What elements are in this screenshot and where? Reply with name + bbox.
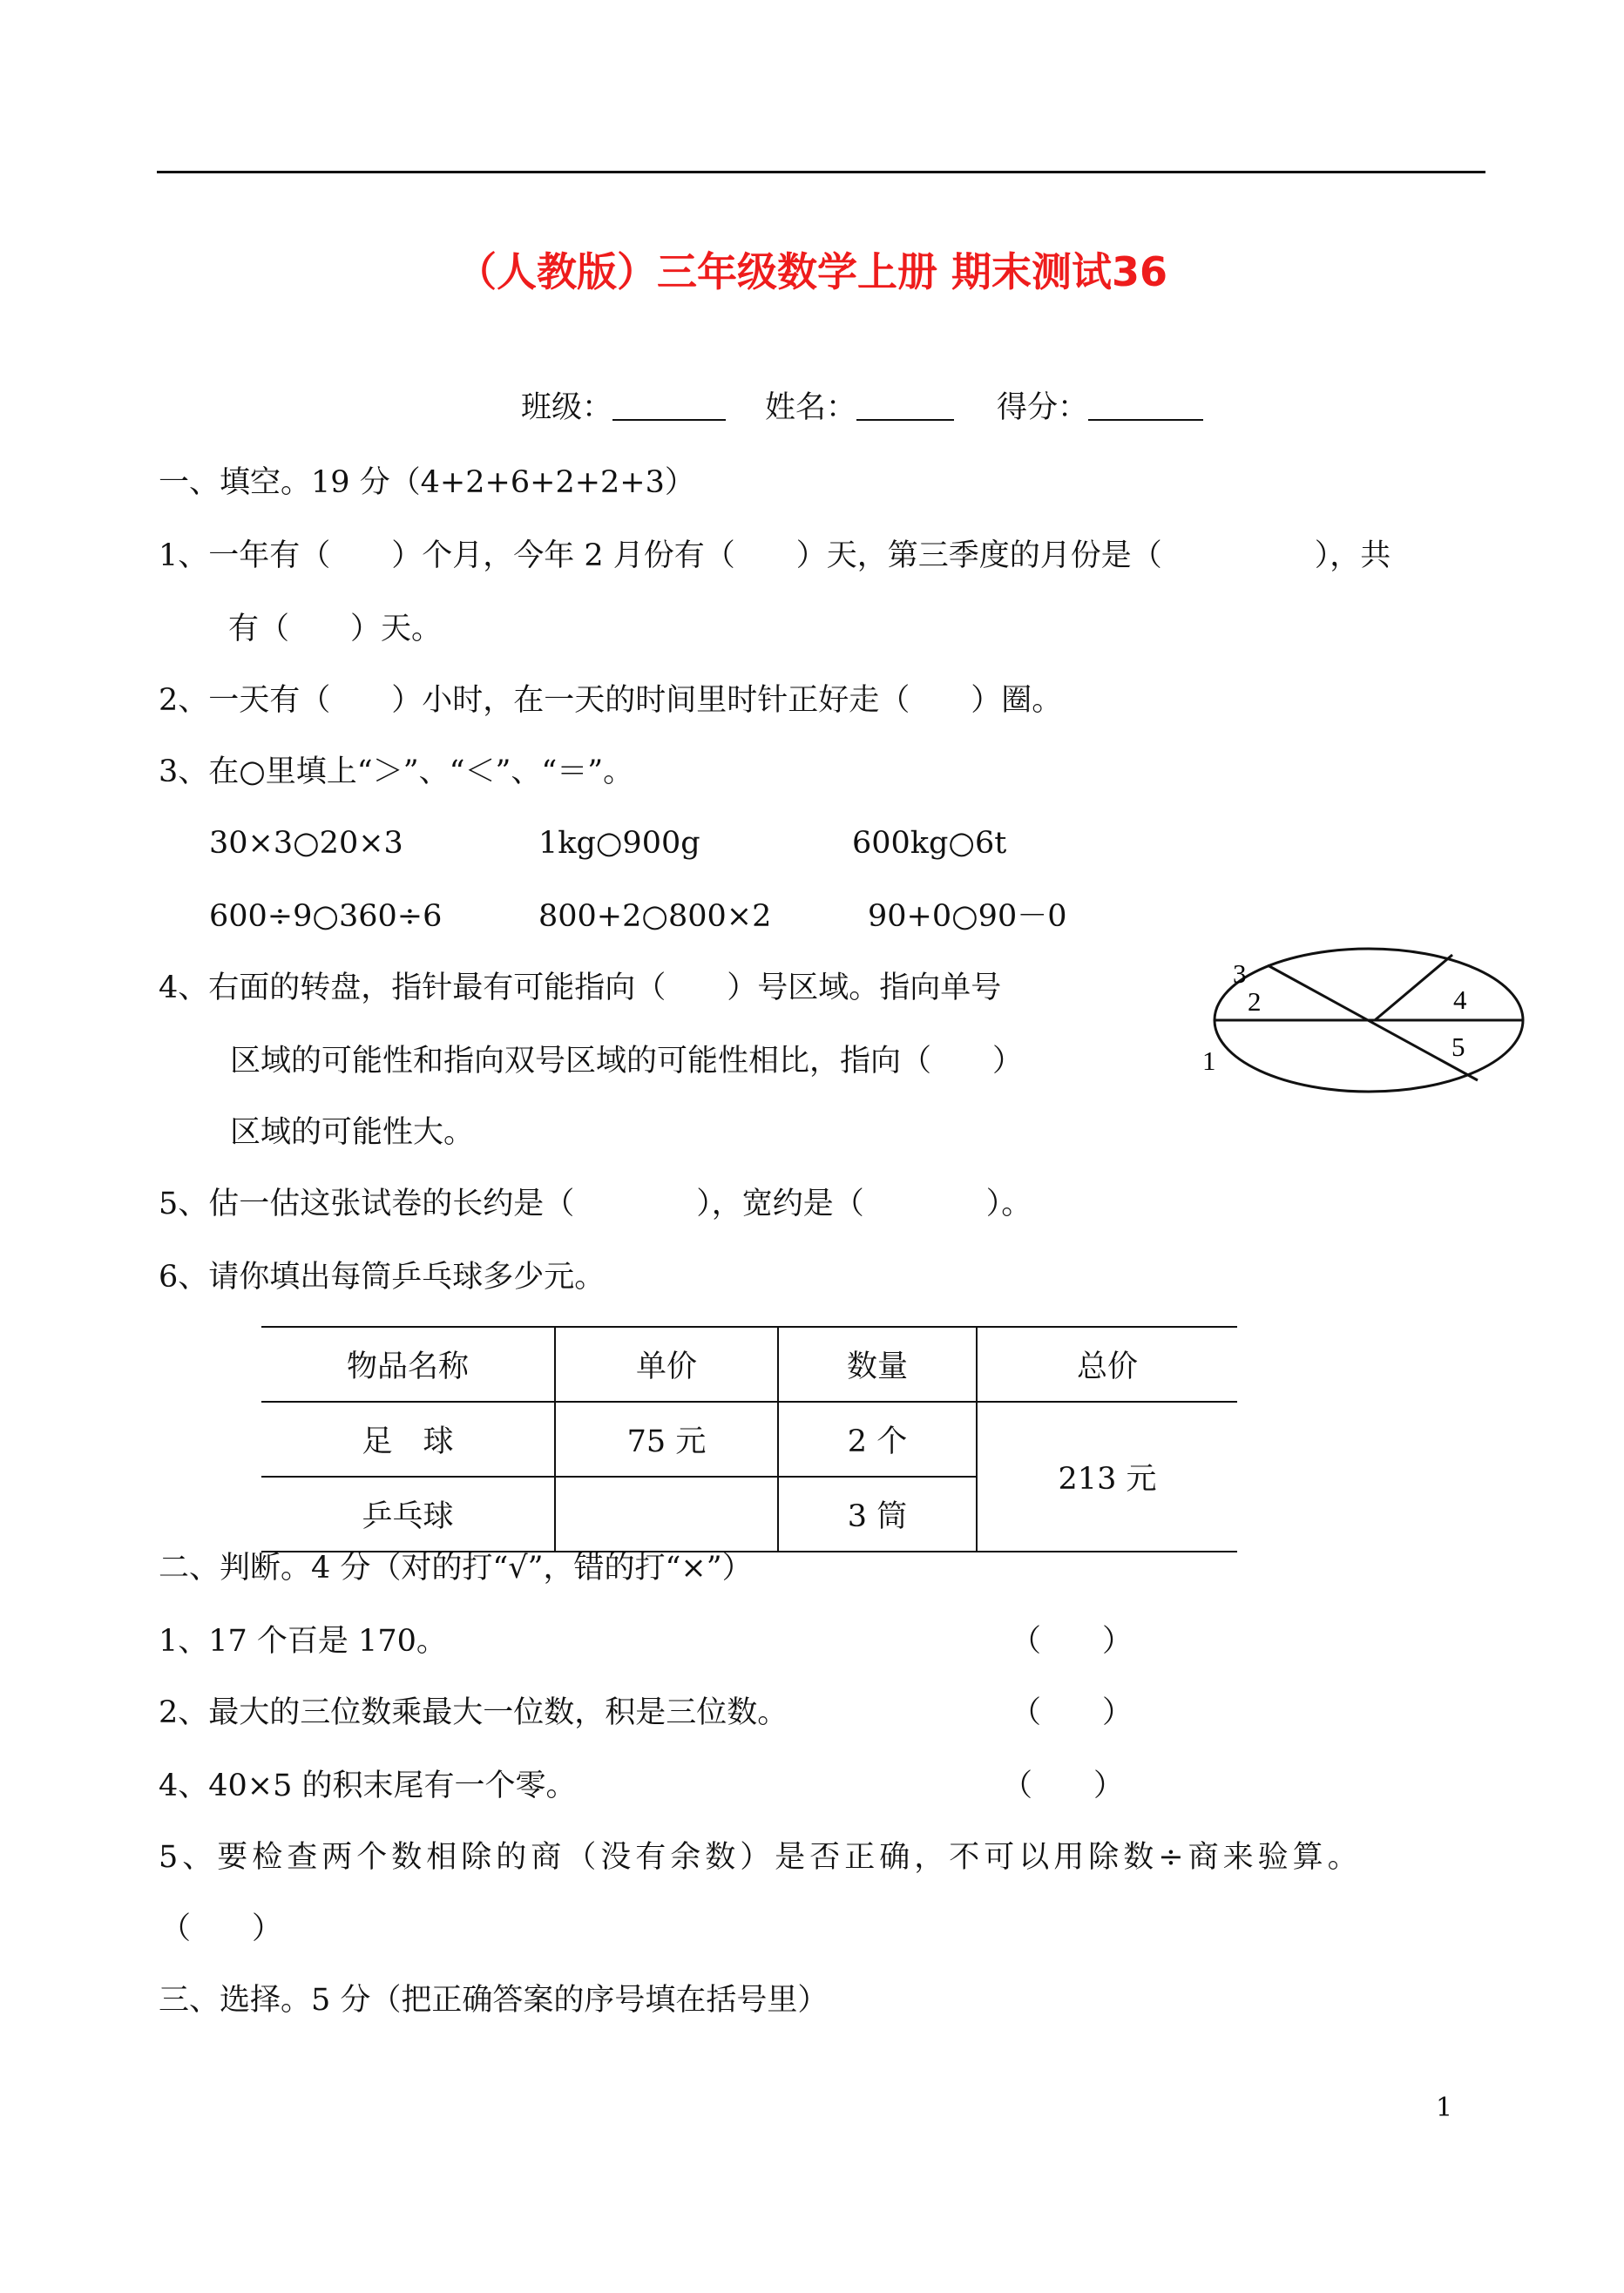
table-header: 数量 (778, 1327, 977, 1402)
spinner-divider (1375, 955, 1452, 1020)
header-rule (157, 171, 1485, 173)
answer-paren: （ ） (160, 1911, 283, 1946)
spinner-label: 4 (1453, 984, 1467, 1015)
judge-item: 2、最大的三位数乘最大一位数，积是三位数。 (159, 1695, 788, 1730)
section2-heading: 二、判断。4 分（对的打“√”，错的打“×”） (159, 1551, 753, 1586)
answer-paren: （ ） (1002, 1769, 1125, 1803)
score-blank (1088, 393, 1203, 421)
spinner-label: 3 (1233, 958, 1247, 989)
question-4-line3: 区域的可能性大。 (230, 1115, 475, 1150)
answer-paren: （ ） (1011, 1624, 1133, 1659)
spinner-label: 2 (1248, 986, 1262, 1017)
unit-price (555, 1477, 778, 1552)
question-4-line1: 4、右面的转盘，指针最有可能指向（ ）号区域。指向单号 (159, 971, 1002, 1005)
spinner-divider (1268, 965, 1478, 1080)
spinner-diagram (1176, 941, 1542, 1115)
judge-item: 4、40×5 的积末尾有一个零。 (159, 1769, 577, 1803)
total-price: 213 元 (977, 1402, 1237, 1552)
section3-heading: 三、选择。5 分（把正确答案的序号填在括号里） (159, 1983, 829, 2018)
name-field (765, 390, 954, 425)
question-4-line2: 区域的可能性和指向双号区域的可能性相比，指向（ ） (230, 1044, 1024, 1079)
price-table (261, 1326, 1237, 1552)
question-5: 5、估一估这张试卷的长约是（ ），宽约是（ ）。 (159, 1187, 1032, 1221)
section1-heading: 一、填空。19 分（4+2+6+2+2+3） (159, 465, 695, 500)
page-number: 1 (1436, 2093, 1453, 2123)
score-field (997, 390, 1203, 425)
compare-item: 800+2○800×2 (538, 899, 772, 934)
question-6: 6、请你填出每筒乒乓球多少元。 (159, 1260, 606, 1295)
class-label: 班级： (521, 390, 613, 425)
question-2: 2、一天有（ ）小时，在一天的时间里时针正好走（ ）圈。 (159, 683, 1063, 718)
compare-item: 30×3○20×3 (209, 826, 403, 861)
item-name: 乒乓球 (261, 1477, 555, 1552)
table-row (261, 1402, 1237, 1477)
table-header: 总价 (977, 1327, 1237, 1402)
compare-item: 600÷9○360÷6 (209, 899, 443, 934)
spinner-label: 5 (1451, 1032, 1465, 1062)
unit-price: 75 元 (555, 1402, 778, 1477)
answer-paren: （ ） (1011, 1695, 1133, 1730)
name-label: 姓名： (765, 390, 857, 425)
question-1-line1: 1、一年有（ ）个月，今年 2 月份有（ ）天，第三季度的月份是（ ），共 (159, 538, 1391, 573)
quantity: 3 筒 (778, 1477, 977, 1552)
judge-item: 1、17 个百是 170。 (159, 1624, 447, 1659)
name-blank (856, 393, 954, 421)
judge-item: 5、要检查两个数相除的商（没有余数）是否正确，不可以用除数÷商来验算。 (159, 1840, 1363, 1875)
compare-item: 600kg○6t (852, 826, 1007, 861)
table-header: 单价 (555, 1327, 778, 1402)
compare-item: 1kg○900g (538, 826, 700, 861)
table-header: 物品名称 (261, 1327, 555, 1402)
compare-item: 90+0○90－0 (868, 899, 1067, 934)
quantity: 2 个 (778, 1402, 977, 1477)
page-title: （人教版）三年级数学上册 期末测试36 (456, 248, 1168, 295)
spinner-label: 1 (1202, 1045, 1216, 1076)
score-label: 得分： (997, 390, 1089, 425)
question-1-line2: 有（ ）天。 (228, 612, 443, 646)
item-name: 足 球 (261, 1402, 555, 1477)
question-3: 3、在○里填上“＞”、“＜”、“＝”。 (159, 754, 634, 789)
table-header-row (261, 1327, 1237, 1402)
class-field (521, 390, 726, 425)
class-blank (612, 393, 726, 421)
